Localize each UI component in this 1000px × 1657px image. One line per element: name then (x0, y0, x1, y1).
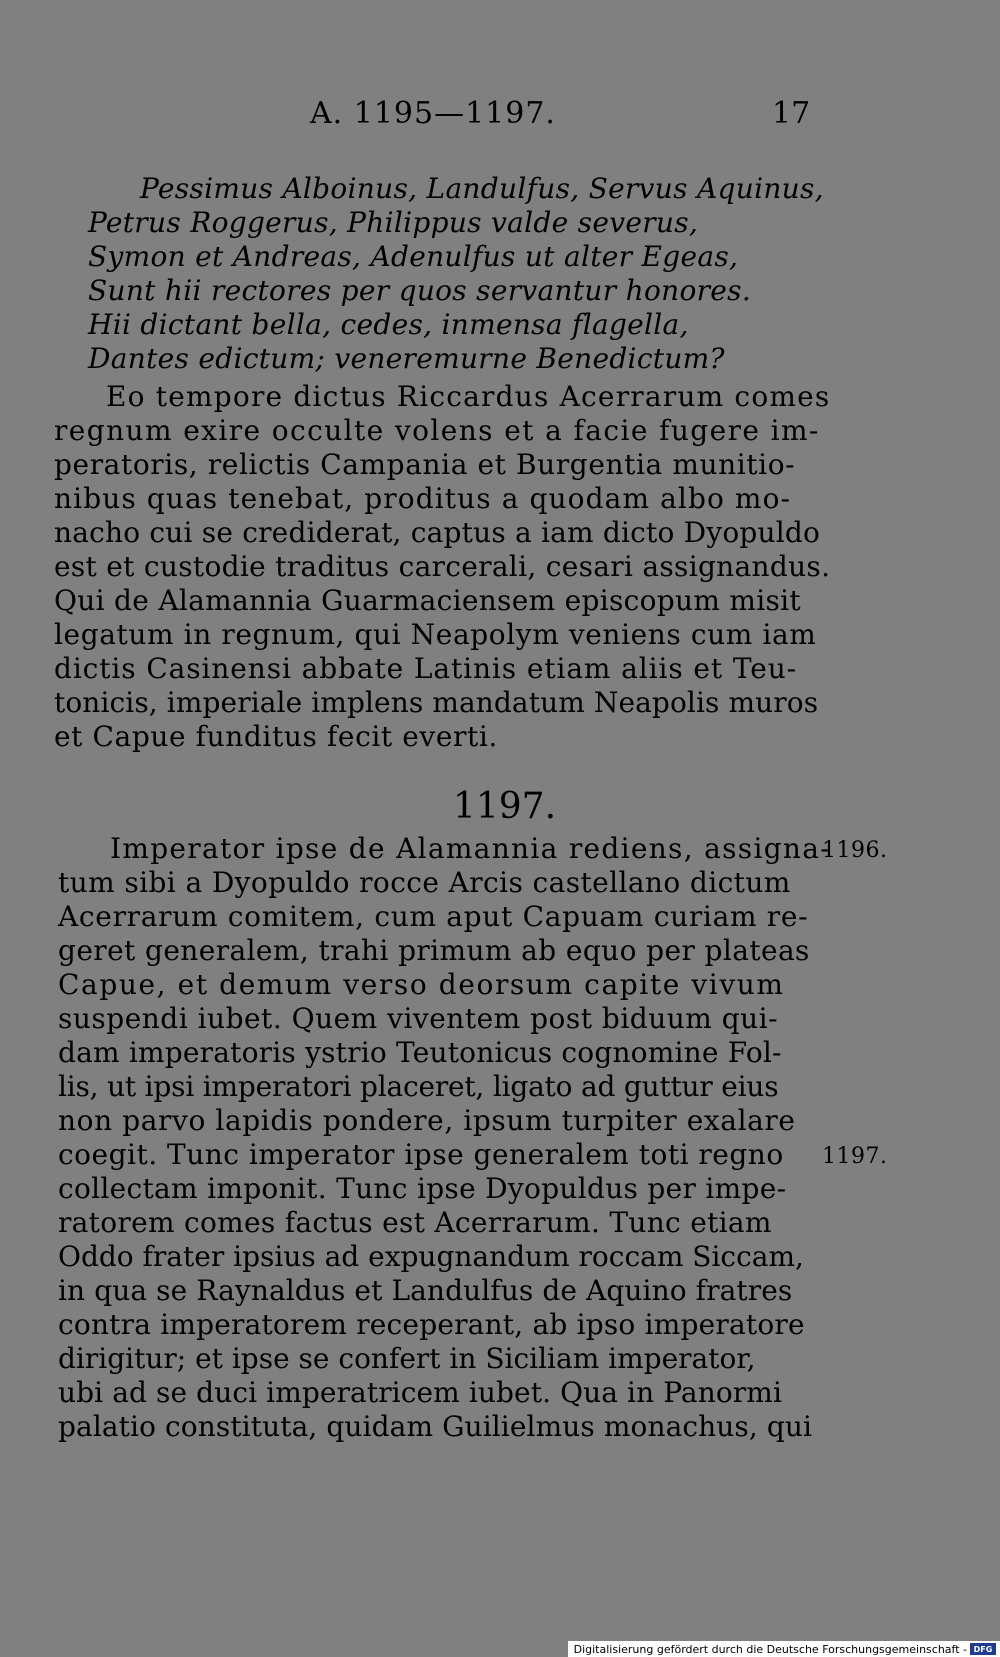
text-line: Acerrarum comitem, cum aput Capuam curiam re- (58, 900, 809, 933)
text-line: regnum exire occulte volens et a facie fugere im- (54, 414, 820, 447)
footer-credit: Digitalisierung gefördert durch die Deutsche Forschungsgemeinschaft - (573, 1642, 967, 1656)
text-line: nibus quas tenebat, proditus a quodam albo mo- (54, 482, 792, 515)
text-line: Eo tempore dictus Riccardus Acerrarum comes (106, 380, 831, 413)
text-line: nacho cui se crediderat, captus a iam dicto Dyopuldo (54, 516, 821, 549)
text-line: coegit. Tunc imperator ipse generalem toti regno (58, 1138, 784, 1171)
text-line: palatio constituta, quidam Guilielmus monachus, qui (58, 1410, 813, 1443)
verse-line: Sunt hii rectores per quos servantur honores. (88, 274, 752, 307)
text-line: geret generalem, trahi primum ab equo per plateas (58, 934, 810, 967)
digitization-footer (568, 1641, 1000, 1657)
text-line: dam imperatoris ystrio Teutonicus cognomine Fol- (58, 1036, 782, 1069)
verse-line: Dantes edictum; veneremurne Benedictum? (88, 342, 725, 375)
margin-note-year: 1196. (822, 838, 888, 863)
text-line: et Capue funditus fecit everti. (54, 720, 498, 753)
verse-line: Symon et Andreas, Adenulfus ut alter Egeas, (88, 240, 739, 273)
text-line: Capue, et demum verso deorsum capite vivum (58, 968, 785, 1001)
text-line: legatum in regnum, qui Neapolym veniens cum iam (54, 618, 817, 651)
running-title: A. 1195—1197. (310, 96, 556, 131)
page-header (0, 96, 1000, 136)
dfg-logo-icon: DFG (970, 1643, 996, 1655)
margin-note-year: 1197. (822, 1144, 888, 1169)
text-line: collectam imponit. Tunc ipse Dyopuldus per impe- (58, 1172, 787, 1205)
text-line: dictis Casinensi abbate Latinis etiam aliis et Teu- (54, 652, 797, 685)
text-line: lis, ut ipsi imperatori placeret, ligato ad guttur eius (58, 1070, 779, 1103)
text-line: Qui de Alamannia Guarmaciensem episcopum misit (54, 584, 801, 617)
verse-line: Petrus Roggerus, Philippus valde severus, (88, 206, 699, 239)
text-line: Imperator ipse de Alamannia rediens, assigna- (110, 832, 832, 865)
page-number: 17 (772, 96, 811, 131)
text-line: in qua se Raynaldus et Landulfus de Aquino fratres (58, 1274, 793, 1307)
verse-line: Pessimus Alboinus, Landulfus, Servus Aquinus, (140, 172, 824, 205)
text-line: tonicis, imperiale implens mandatum Neapolis muros (54, 686, 819, 719)
text-line: dirigitur; et ipse se confert in Siciliam imperator, (58, 1342, 756, 1375)
text-line: non parvo lapidis pondere, ipsum turpiter exalare (58, 1104, 796, 1137)
verse-line: Hii dictant bella, cedes, inmensa flagella, (88, 308, 689, 341)
text-line: peratoris, relictis Campania et Burgentia munitio- (54, 448, 796, 481)
text-line: tum sibi a Dyopuldo rocce Arcis castellano dictum (58, 866, 791, 899)
text-line: ratorem comes factus est Acerrarum. Tunc etiam (58, 1206, 772, 1239)
text-line: contra imperatorem receperant, ab ipso imperatore (58, 1308, 805, 1341)
text-line: ubi ad se duci imperatricem iubet. Qua in Panormi (58, 1376, 782, 1409)
year-heading: 1197. (453, 786, 557, 827)
text-line: Oddo frater ipsius ad expugnandum roccam Siccam, (58, 1240, 804, 1273)
text-line: est et custodie traditus carcerali, cesari assignandus. (54, 550, 831, 583)
text-line: suspendi iubet. Quem viventem post biduum qui- (58, 1002, 779, 1035)
